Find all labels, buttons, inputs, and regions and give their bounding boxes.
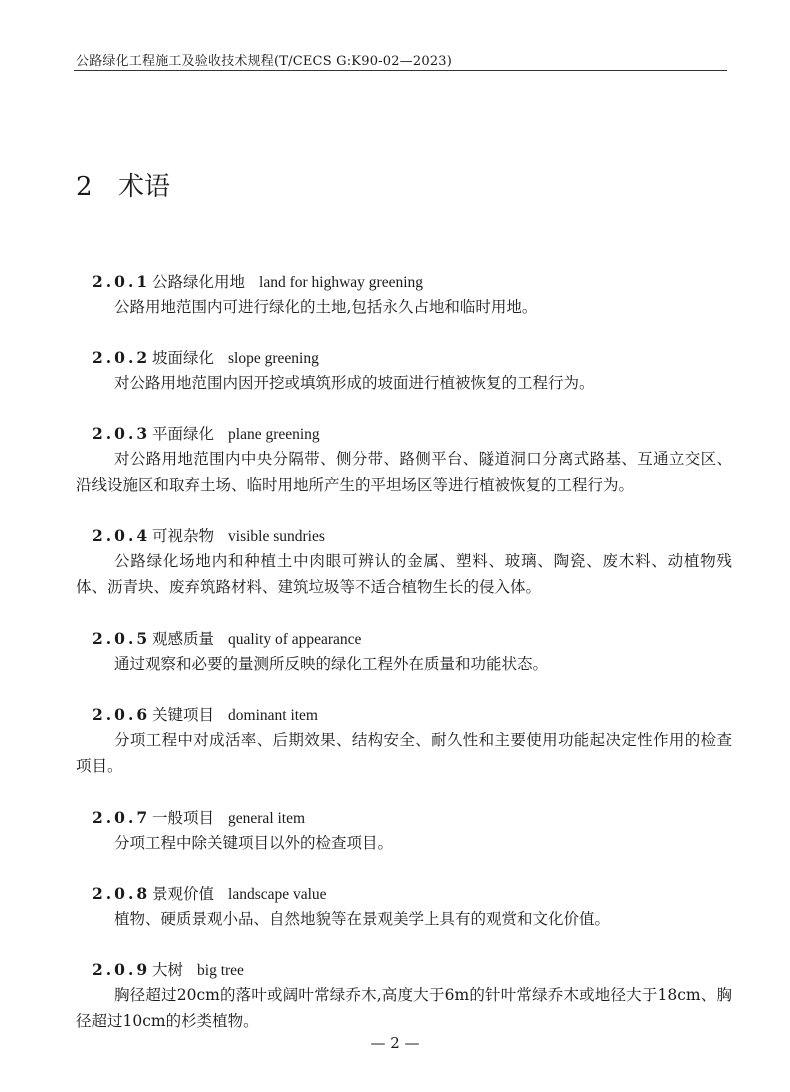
term-name-en: landscape value <box>228 886 327 903</box>
term-heading <box>92 270 423 292</box>
term-definition: 通过观察和必要的量测所反映的绿化工程外在质量和功能状态。 <box>114 655 549 673</box>
term-definition: 胸径超过20cm的落叶或阔叶常绿乔木,高度大于6m的针叶常绿乔木或地径大于18cm、胸径超过10cm的杉类植物。 <box>76 986 732 1030</box>
term-definition: 公路绿化场地内和种植土中肉眼可辨认的金属、塑料、玻璃、陶瓷、废木料、动植物残体、沥青块、废弃筑路材料、建筑垃圾等不适合植物生长的侵入体。 <box>76 552 732 596</box>
term-heading <box>92 958 244 980</box>
term-number: 2.0.7 <box>92 808 151 827</box>
term-heading <box>92 346 319 368</box>
term-name-cn: 平面绿化 <box>152 425 215 443</box>
term-name-en: visible sundries <box>228 528 325 545</box>
term-heading <box>92 524 325 546</box>
term-name-cn: 大树 <box>152 961 184 979</box>
term-definition: 植物、硬质景观小品、自然地貌等在景观美学上具有的观赏和文化价值。 <box>114 910 611 928</box>
term-name-en: big tree <box>197 962 244 979</box>
term-heading <box>92 627 361 649</box>
chapter-number: 2 <box>76 172 93 202</box>
term-name-cn: 坡面绿化 <box>152 349 215 367</box>
header-rule <box>74 70 727 71</box>
term-name-en: general item <box>228 810 306 827</box>
term-number: 2.0.3 <box>92 424 151 443</box>
running-header: 公路绿化工程施工及验收技术规程(T/CECS G:K90-02—2023) <box>76 54 453 69</box>
term-name-en: quality of appearance <box>228 631 362 648</box>
term-name-en: land for highway greening <box>259 274 424 291</box>
page-number: — 2 — <box>370 1034 420 1052</box>
term-number: 2.0.5 <box>92 629 151 648</box>
term-definition: 分项工程中除关键项目以外的检查项目。 <box>114 834 394 852</box>
term-number: 2.0.2 <box>92 348 151 367</box>
term-definition: 分项工程中对成活率、后期效果、结构安全、耐久性和主要使用功能起决定性作用的检查项目。 <box>76 731 732 775</box>
term-name-cn: 可视杂物 <box>152 527 215 545</box>
chapter-title <box>76 166 170 203</box>
term-name-cn: 景观价值 <box>152 885 215 903</box>
term-name-cn: 关键项目 <box>152 706 215 724</box>
chapter-name: 术语 <box>118 172 171 202</box>
term-name-en: plane greening <box>228 426 320 443</box>
term-heading <box>92 422 320 444</box>
term-heading <box>92 703 318 725</box>
term-name-en: slope greening <box>228 350 319 367</box>
term-number: 2.0.9 <box>92 960 151 979</box>
term-number: 2.0.6 <box>92 705 151 724</box>
term-heading <box>92 806 305 828</box>
term-number: 2.0.1 <box>92 272 151 291</box>
term-definition: 对公路用地范围内因开挖或填筑形成的坡面进行植被恢复的工程行为。 <box>114 374 595 392</box>
term-name-cn: 观感质量 <box>152 630 215 648</box>
term-definition: 公路用地范围内可进行绿化的土地,包括永久占地和临时用地。 <box>114 298 538 316</box>
term-number: 2.0.4 <box>92 526 151 545</box>
term-name-en: dominant item <box>228 707 318 724</box>
term-definition: 对公路用地范围内中央分隔带、侧分带、路侧平台、隧道洞口分离式路基、互通立交区、沿线设施区和取弃土场、临时用地所产生的平坦场区等进行植被恢复的工程行为。 <box>76 450 732 494</box>
term-name-cn: 公路绿化用地 <box>152 273 246 291</box>
term-number: 2.0.8 <box>92 884 151 903</box>
term-heading <box>92 882 327 904</box>
term-name-cn: 一般项目 <box>152 809 215 827</box>
